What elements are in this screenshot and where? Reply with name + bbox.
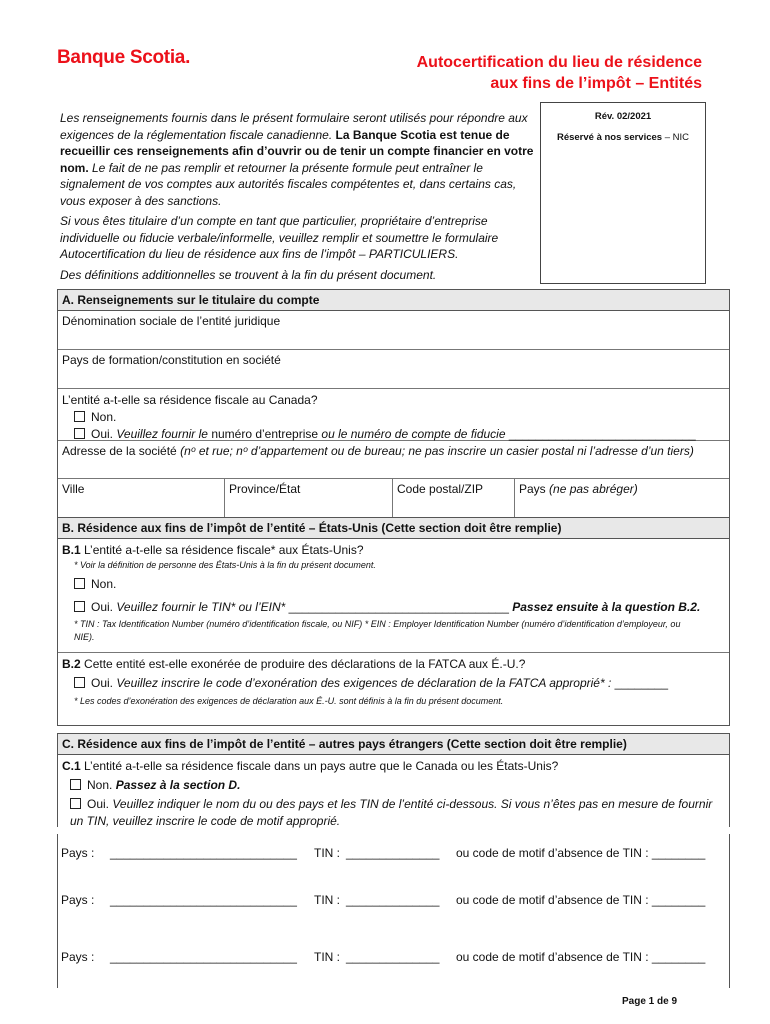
country-row-3: Pays : ____________________________ TIN : ______________ ou code de motif d’absence de TIN : ________ <box>61 950 706 964</box>
b1-non-checkbox[interactable] <box>74 578 85 589</box>
intro-paragraph-1 <box>60 110 536 209</box>
intro-paragraph-2: Si vous êtes titulaire d’un compte en tant que particulier, propriétaire d’entreprise individuelle ou fiducie verbale/informelle, veuillez remplir et soumettre le formulaire Autocertification du lieu de résidence aux fins de l’impôt – PARTICULIERS. <box>60 214 499 261</box>
country-tin-rows <box>57 834 730 988</box>
country-row-2: Pays : ____________________________ TIN : ______________ ou code de motif d’absence de TIN : ________ <box>61 893 706 907</box>
fatca-code-blank[interactable]: ________ <box>614 676 669 690</box>
form-title <box>417 52 702 94</box>
canada-oui-checkbox[interactable] <box>74 428 85 439</box>
country-blank-3[interactable]: ____________________________ <box>110 950 297 964</box>
office-use-box <box>540 102 706 284</box>
b2-footnote: * Les codes d’exonération des exigences de déclaration aux É.-U. sont définis à la fin du présent document. <box>74 696 504 706</box>
intro-p1-b: La Banque Scotia est tenue de recueillir ces renseignements afin d’ouvrir ou de tenir un compte financier en votre nom. <box>60 127 534 175</box>
intro-text <box>60 110 536 287</box>
canada-residence-question: L’entité a-t-elle sa résidence fiscale au Canada? Non. Oui. Veuillez fournir le numéro d’entreprise ou le numéro de compte de fiducie ____________________________ <box>58 389 729 441</box>
c1-oui-checkbox[interactable] <box>70 798 81 809</box>
question-c1: C.1 L’entité a-t-elle sa résidence fiscale dans un pays autre que le Canada ou les États-Unis? Non. Passez à la section D. Oui. Veuillez indiquer le nom du ou des pays et les TIN de l’entité ci-dessous. Si vous n’êtes pas en mesure de fournir un TIN, veuillez inscrire le code de motif approprié. <box>62 759 713 828</box>
business-number-blank[interactable]: ____________________________ <box>508 427 696 441</box>
c1-non-checkbox[interactable] <box>70 779 81 790</box>
reason-code-1[interactable]: ou code de motif d’absence de TIN : ________ <box>456 846 706 860</box>
tin-blank-2[interactable]: ______________ <box>346 893 440 907</box>
b1-footnote: * Voir la définition de personne des États-Unis à la fin du présent document. <box>74 560 376 570</box>
city-field[interactable]: Ville <box>58 479 225 517</box>
country-field[interactable]: Pays (ne pas abréger) <box>519 482 638 496</box>
legal-name-field[interactable]: Dénomination sociale de l’entité juridique <box>58 311 729 350</box>
section-c <box>57 733 730 827</box>
form-title-line1: Autocertification du lieu de résidence <box>416 54 702 71</box>
reason-code-2[interactable]: ou code de motif d’absence de TIN : ________ <box>456 893 706 907</box>
question-b2: B.2 Cette entité est-elle exonérée de produire des déclarations de la FATCA aux É.-U.? Oui. Veuillez inscrire le code d’exonération des exigences de déclaration de la FATCA approprié* : ________ * Les codes d’exonération des exigences de déclaration aux É.-U. sont définis à la fin du présent document. <box>58 653 729 725</box>
section-b <box>57 517 730 726</box>
country-row-1: Pays : ____________________________ TIN : ______________ ou code de motif d’absence de TIN : ________ <box>61 846 706 860</box>
page-number: Page 1 de 9 <box>622 996 678 1007</box>
tin-ein-blank[interactable]: _________________________________ <box>288 600 509 614</box>
intro-p1-a: Les renseignements fournis dans le présent formulaire seront utilisés pour répondre aux exigences de la réglementation fiscale canadienne. <box>60 111 528 142</box>
section-c-heading: C. Résidence aux fins de l’impôt de l’entité – autres pays étrangers (Cette section doit être remplie) <box>58 734 729 755</box>
reserved-label: Réservé à nos services – NIC <box>556 132 690 143</box>
bank-logo: Banque Scotia. <box>57 47 191 68</box>
country-blank-2[interactable]: ____________________________ <box>110 893 297 907</box>
section-a-heading: A. Renseignements sur le titulaire du compte <box>58 290 729 311</box>
canada-non-checkbox[interactable] <box>74 411 85 422</box>
address-field[interactable]: Adresse de la société (nᵒ et rue; nᵒ d’appartement ou de bureau; ne pas inscrire un casier postal ni l’adresse d’un tiers) <box>58 441 729 479</box>
form-title-line2: aux fins de l’impôt – Entités <box>490 75 702 92</box>
revision-label: Rév. 02/2021 <box>594 111 652 122</box>
province-field[interactable]: Province/État <box>225 479 393 517</box>
b2-oui-checkbox[interactable] <box>74 677 85 688</box>
intro-p1-c: Le fait de ne pas remplir et retourner la présente formule peut entraîner le signalement de vos comptes aux autorités fiscales compétentes et, dans certains cas, vous exposer à des sanctions. <box>60 160 517 208</box>
tin-footnote: * TIN : Tax Identification Number (numéro d’identification fiscale, ou NIF) * EIN : Employer Identification Number (numéro d’identification d’employeur, ou NIE). <box>74 619 681 642</box>
tin-blank-1[interactable]: ______________ <box>346 846 440 860</box>
reason-code-3[interactable]: ou code de motif d’absence de TIN : ________ <box>456 950 706 964</box>
question-b1: B.1 L’entité a-t-elle sa résidence fiscale* aux États-Unis? * Voir la définition de personne des États-Unis à la fin du présent document. Non. Oui. Veuillez fournir le TIN* ou l’EIN* _________________________________ Passez ensuite à la question B.2. * TIN : Tax Identification Number (numéro d’identification fiscale, ou NIF) * EIN : Employer Identification Number (numéro d’identification d’employeur, ou NIE). <box>58 539 729 653</box>
b1-oui-checkbox[interactable] <box>74 601 85 612</box>
tin-blank-3[interactable]: ______________ <box>346 950 440 964</box>
intro-paragraph-3: Des définitions additionnelles se trouvent à la fin du présent document. <box>60 267 437 282</box>
country-blank-1[interactable]: ____________________________ <box>110 846 297 860</box>
postal-code-field[interactable]: Code postal/ZIP <box>393 479 515 517</box>
section-b-heading: B. Résidence aux fins de l’impôt de l’entité – États-Unis (Cette section doit être remplie) <box>58 518 729 539</box>
formation-country-field[interactable]: Pays de formation/constitution en société <box>58 350 729 389</box>
section-a <box>57 289 730 518</box>
